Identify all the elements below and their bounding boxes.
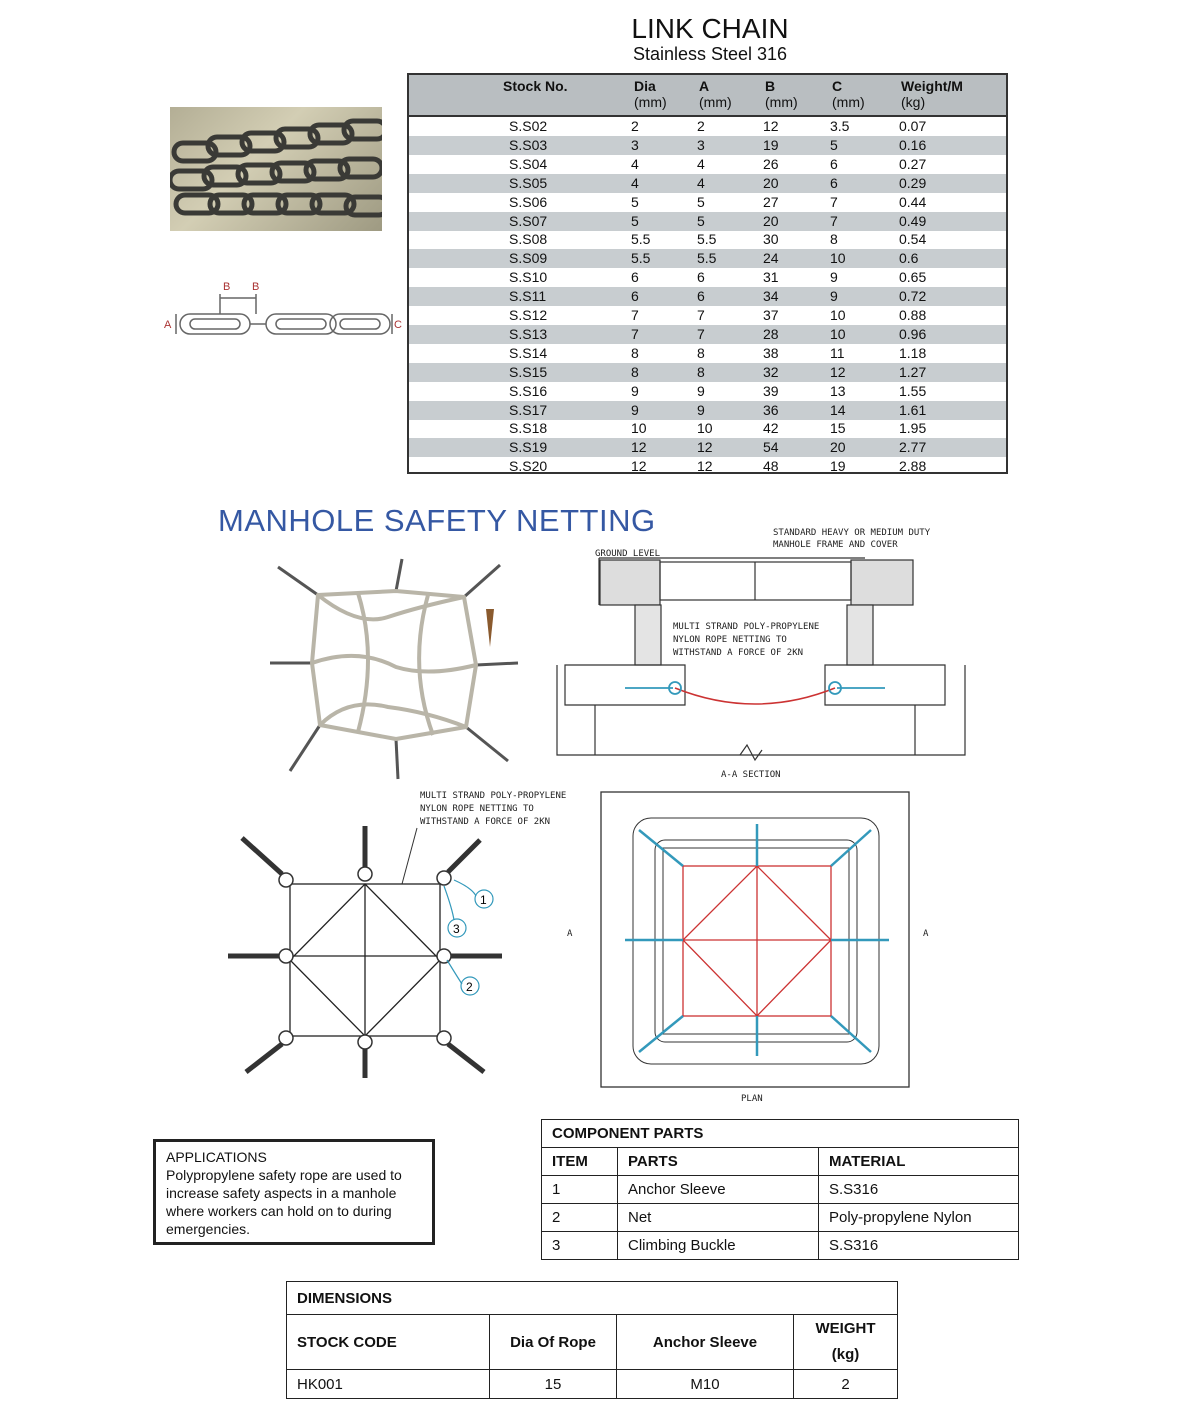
cell: 19 [830,458,846,475]
column-header-unit: (mm) [699,94,732,110]
column-header-name: B [765,78,776,94]
weight-label: WEIGHT [815,1320,876,1337]
callout-2: 2 [466,980,473,994]
cell: 2 [631,118,639,134]
rope-note-3: WITHSTAND A FORCE OF 2KN [673,648,804,658]
callout-3: 3 [453,922,460,936]
cell: 0.49 [899,212,927,229]
rope-note-2: NYLON ROPE NETTING TO [673,635,787,645]
cell: 6 [631,288,639,305]
column-header [765,78,798,110]
dimensions-table [286,1281,898,1399]
applications-box [153,1139,435,1245]
netting-photo [268,557,520,782]
cell: S.S03 [509,136,548,153]
cell: 0.54 [899,231,927,248]
cell: 5.5 [631,231,651,248]
cell: 2 [794,1370,898,1399]
cell: Climbing Buckle [618,1232,819,1260]
plan-marker-right: A [923,929,929,939]
cell: S.S20 [509,458,548,475]
cell: 0.65 [899,269,927,286]
cell: 8 [697,344,705,361]
cell: 0.16 [899,136,927,153]
cell: S.S16 [509,382,548,399]
cell: 10 [830,307,846,323]
table-row [409,382,1006,401]
cell: S.S04 [509,155,548,172]
cell: 5.5 [631,250,651,267]
cell: 30 [763,231,779,248]
cell: M10 [617,1370,794,1399]
cell: 24 [763,250,779,267]
col-stock-code: STOCK CODE [287,1315,490,1370]
cell: 12 [631,458,647,475]
column-header [699,78,732,110]
col-anchor-sleeve: Anchor Sleeve [617,1315,794,1370]
section-diagram [555,520,970,785]
weight-unit: (kg) [831,1346,860,1363]
table-row [409,457,1006,476]
cell: 4 [631,174,639,191]
column-header-name: C [832,78,843,94]
cell: S.S06 [509,193,548,210]
cell: 3 [631,136,639,153]
cell: 7 [631,307,639,323]
table-row [409,212,1006,231]
cell: S.S18 [509,420,548,437]
table-row [409,230,1006,249]
cell: 12 [697,458,713,475]
table-row [409,155,1006,174]
column-header-name: Stock No. [503,78,568,94]
component-parts-table [541,1119,1019,1260]
cell: 39 [763,382,779,399]
table-row [287,1370,898,1399]
cell: 10 [830,325,846,342]
page-title: LINK CHAIN [631,13,789,44]
cell: HK001 [287,1370,490,1399]
cell: S.S07 [509,212,548,229]
table-row [542,1176,1019,1204]
col-weight [794,1315,898,1370]
cell: 19 [763,136,779,153]
column-header-unit: (mm) [634,94,667,110]
cell: 54 [763,439,779,456]
section-caption: A-A SECTION [721,770,781,780]
cell: Net [618,1204,819,1232]
cell: 15 [490,1370,617,1399]
component-parts-title: COMPONENT PARTS [542,1120,1019,1148]
cell: S.S10 [509,269,548,286]
cell: S.S08 [509,231,548,248]
table-row [409,325,1006,344]
plan-diagram [565,790,945,1108]
cell: Poly-propylene Nylon [819,1204,1019,1232]
table-row [409,438,1006,457]
table-row [409,306,1006,325]
cell: 5 [830,136,838,153]
cell: S.S14 [509,344,548,361]
table-row [409,136,1006,155]
cell: 5.5 [697,250,717,267]
label-c: C [394,319,402,331]
label-b1: B [223,281,231,293]
rope-note-1: MULTI STRAND POLY-PROPYLENE [673,622,820,632]
column-header [503,78,568,94]
table-row [409,363,1006,382]
cell: S.S17 [509,401,548,418]
drawing-rope-note-2: NYLON ROPE NETTING TO [420,804,534,814]
cell: 9 [631,382,639,399]
cell: 12 [830,363,846,380]
cell: S.S02 [509,118,548,134]
chain-photo [170,107,382,231]
cell: 8 [697,363,705,380]
cell: S.S09 [509,250,548,267]
table-row [409,344,1006,363]
cell: 48 [763,458,779,475]
cell: 42 [763,420,779,437]
cell: 20 [763,212,779,229]
cell: 6 [697,269,705,286]
cell: S.S15 [509,363,548,380]
cell: 0.96 [899,325,927,342]
cell: S.S12 [509,307,548,323]
column-header-unit: (kg) [901,94,926,110]
cell: 6 [697,288,705,305]
cell: 3 [542,1232,618,1260]
page-subtitle: Stainless Steel 316 [632,44,788,64]
cell: 2.88 [899,458,927,475]
cell: 0.72 [899,288,927,305]
cell: 37 [763,307,779,323]
column-header-unit: (mm) [832,94,865,110]
cell: 5 [631,212,639,229]
cell: 1.61 [899,401,927,418]
table-row [409,419,1006,438]
table-row [409,117,1006,136]
cell: 1.27 [899,363,927,380]
table-row [542,1232,1019,1260]
cell: 7 [830,193,838,210]
cell: 12 [763,118,779,134]
table-row [409,193,1006,212]
column-header [901,78,963,110]
cell: 10 [697,420,713,437]
cell: 4 [697,155,705,172]
cell: 31 [763,269,779,286]
column-header-unit: (mm) [765,94,798,110]
plan-caption: PLAN [741,1094,763,1104]
table-row [409,249,1006,268]
cell: 28 [763,325,779,342]
cell: 6 [830,155,838,172]
dimensions-title: DIMENSIONS [287,1282,898,1315]
cell: S.S13 [509,325,548,342]
plan-marker-left: A [567,929,573,939]
cell: 32 [763,363,779,380]
table-row [542,1204,1019,1232]
col-dia-rope: Dia Of Rope [490,1315,617,1370]
cell: 5 [697,212,705,229]
cell: 7 [697,307,705,323]
cell: S.S05 [509,174,548,191]
cell: 3 [697,136,705,153]
cell: 3.5 [830,118,850,134]
cell: S.S11 [509,288,547,305]
cell: 9 [830,288,838,305]
net-line-drawing [222,788,592,1078]
cell: 14 [830,401,846,418]
cell: 4 [631,155,639,172]
applications-text: Polypropylene safety rope are used to increase safety aspects in a manhole where workers can hold on to during emergencies. [166,1167,402,1237]
cell: 7 [631,325,639,342]
cell: 20 [763,174,779,191]
section-note-2: MANHOLE FRAME AND COVER [773,540,898,550]
cell: 6 [830,174,838,191]
column-header-name: Weight/M [901,78,963,94]
cell: S.S19 [509,439,548,456]
cell: 12 [631,439,647,456]
cell: 2.77 [899,439,927,456]
table-row [409,268,1006,287]
cell: 34 [763,288,779,305]
cell: 15 [830,420,846,437]
cell: 9 [697,382,705,399]
column-header-name: A [699,78,710,94]
cell: 38 [763,344,779,361]
cell: 27 [763,193,779,210]
cell: 0.44 [899,193,927,210]
cell: 13 [830,382,846,399]
cell: 0.6 [899,250,919,267]
drawing-rope-note-1: MULTI STRAND POLY-PROPYLENE [420,791,567,801]
cell: 5 [697,193,705,210]
column-header [634,78,667,110]
cell: 8 [631,344,639,361]
table-row [409,401,1006,420]
cell: 26 [763,155,779,172]
applications-heading: APPLICATIONS [166,1149,267,1165]
table-header [409,75,1006,117]
callout-1: 1 [480,893,487,907]
cell: 8 [830,231,838,248]
cell: 5 [631,193,639,210]
col-item: ITEM [542,1148,618,1176]
cell: 2 [697,118,705,134]
cell: 9 [697,401,705,418]
cell: 1.18 [899,344,927,361]
col-parts: PARTS [618,1148,819,1176]
cell: 9 [830,269,838,286]
cell: 11 [830,344,845,361]
cell: 20 [830,439,846,456]
ground-level-label: GROUND LEVEL [595,549,661,559]
netting-title: MANHOLE SAFETY NETTING [218,503,656,538]
cell: S.S316 [819,1232,1019,1260]
chain-dimension-diagram [160,268,405,388]
cell: 12 [697,439,713,456]
cell: 2 [542,1204,618,1232]
cell: 10 [830,250,846,267]
cell: 1 [542,1176,618,1204]
cell: 1.95 [899,420,927,437]
cell: 0.29 [899,174,927,191]
table-row [409,287,1006,306]
column-header-name: Dia [634,78,656,94]
cell: 4 [697,174,705,191]
column-header [832,78,865,110]
cell: 1.55 [899,382,927,399]
col-material: MATERIAL [819,1148,1019,1176]
link-chain-table [407,73,1008,474]
cell: 5.5 [697,231,717,248]
label-b2: B [252,281,260,293]
section-note-1: STANDARD HEAVY OR MEDIUM DUTY [773,528,931,538]
cell: S.S316 [819,1176,1019,1204]
cell: 9 [631,401,639,418]
cell: 6 [631,269,639,286]
cell: 0.88 [899,307,927,323]
cell: 36 [763,401,779,418]
cell: 0.27 [899,155,927,172]
cell: 8 [631,363,639,380]
drawing-rope-note-3: WITHSTAND A FORCE OF 2KN [420,817,551,827]
cell: Anchor Sleeve [618,1176,819,1204]
cell: 10 [631,420,647,437]
cell: 7 [830,212,838,229]
cell: 0.07 [899,118,927,134]
cell: 7 [697,325,705,342]
label-a: A [164,319,172,331]
table-row [409,174,1006,193]
